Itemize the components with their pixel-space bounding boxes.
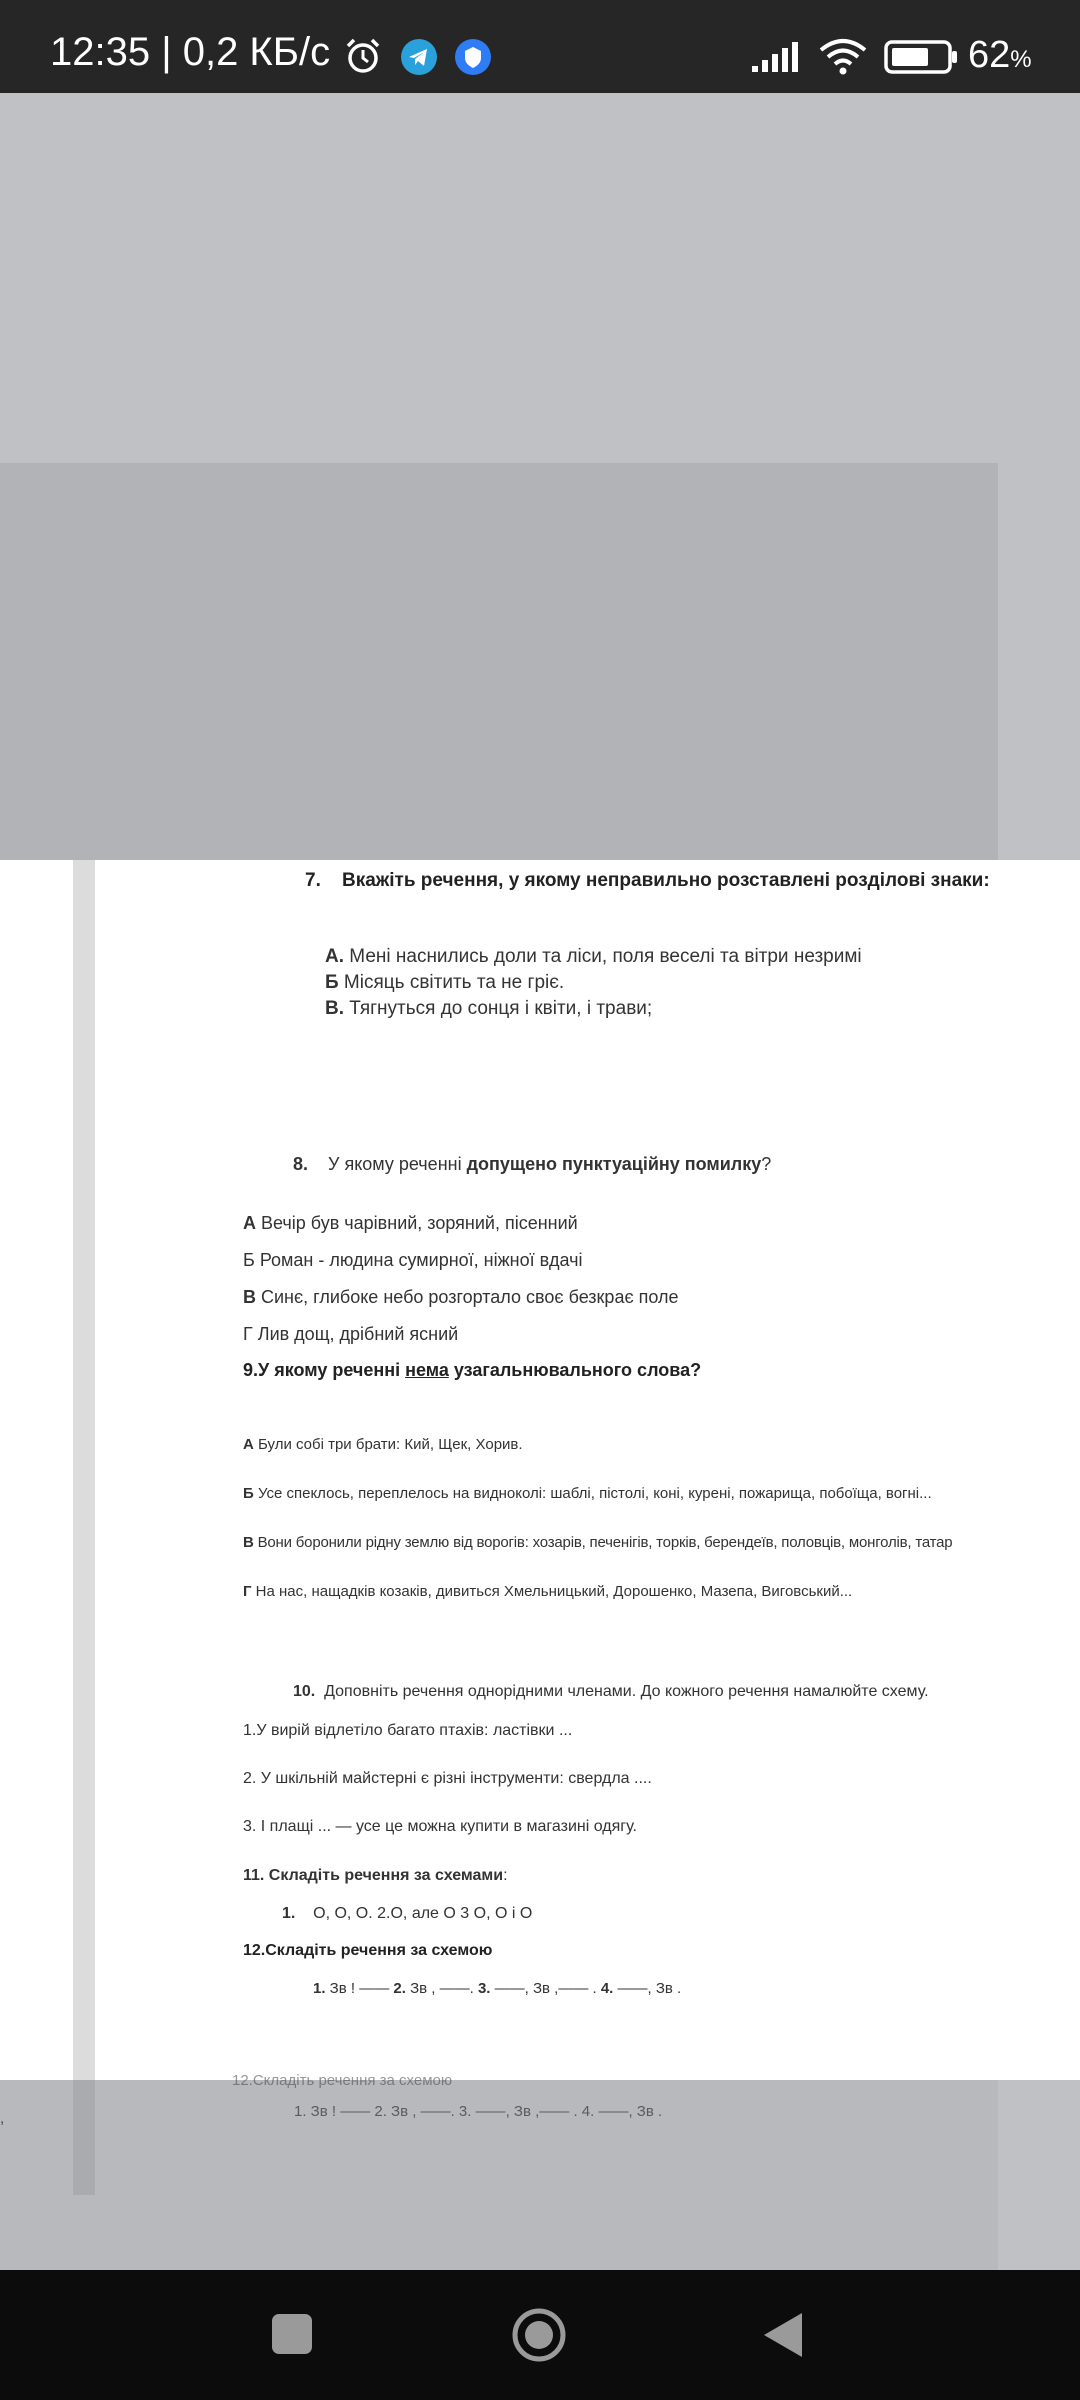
shield-app-icon (454, 38, 492, 76)
wifi-icon (818, 38, 868, 76)
q12-schemes: 1. Зв ! —— 2. Зв , ——. 3. ——, Зв ,—— . 4. ——, Зв . (313, 1980, 682, 1997)
q9-option-c: В Вони боронили рідну землю від ворогів: хозарів, печенігів, торків, берендеїв, половців, монголів, татар (243, 1534, 953, 1551)
q9-option-a: А Були собі три брати: Кий, Щек, Хорив. (243, 1436, 523, 1453)
q11-schemes: 1. О, О, О. 2.О, але О 3 О, О і О (282, 1905, 533, 1922)
q7-option-a: А. Мені наснились доли та ліси, поля веселі та вітри незримі (325, 946, 862, 967)
battery-percent: 62% (968, 34, 1032, 76)
q8-option-c: В Синє, глибоке небо розгортало своє безкрає поле (243, 1287, 679, 1307)
page-margin-bar (73, 860, 95, 2080)
document-page[interactable] (0, 860, 1080, 2080)
q9-option-b: Б Усе спеклось, переплелось на видноколі: шаблі, пістолі, коні, курені, пожарища, побоїща, вогні... (243, 1485, 932, 1502)
q11-heading: 11. Складіть речення за схемами: (243, 1867, 508, 1884)
ghost-margin-bar (73, 2080, 95, 2195)
navigation-bar (0, 2270, 1080, 2400)
viewer-background (0, 93, 1080, 463)
q7-heading: 7. Вкажіть речення, у якому неправильно розставлені розділові знаки: (305, 870, 990, 891)
q8-heading: 8. У якому реченні допущено пунктуаційну помилку? (293, 1154, 772, 1174)
q8-option-d: Г Лив дощ, дрібний ясний (243, 1324, 459, 1344)
viewer-background-right (998, 463, 1080, 860)
q10-heading: 10. Доповніть речення однорідними членами. До кожного речення намалюйте схему. (293, 1683, 929, 1700)
ghost-heading: 12.Складіть речення за схемою (232, 2072, 453, 2089)
telegram-icon (400, 38, 438, 76)
q9-heading: 9.У якому реченні нема узагальнювального слова? (243, 1360, 702, 1380)
q8-option-a: А Вечір був чарівний, зоряний, пісенний (243, 1213, 578, 1233)
alarm-icon (343, 36, 383, 76)
status-time: 12:35 | 0,2 КБ/с (50, 30, 331, 74)
viewer-background-bottom-right (998, 2080, 1080, 2270)
back-button-icon[interactable] (760, 2310, 806, 2360)
status-bar (0, 0, 1080, 93)
q7-option-c: В. Тягнуться до сонця і квіти, і трави; (325, 998, 653, 1019)
q12-heading: 12.Складіть речення за схемою (243, 1942, 493, 1959)
ghost-schemes: 1. Зв ! —— 2. Зв , ——. 3. ——, Зв ,—— . 4. ——, Зв . (294, 2103, 663, 2120)
q10-item-1: 1.У вирій відлетіло багато птахів: ластівки ... (243, 1722, 573, 1739)
q8-option-b: Б Роман - людина сумирної, ніжної вдачі (243, 1250, 583, 1270)
q10-item-2: 2. У шкільній майстерні є різні інструменти: свердла .... (243, 1770, 652, 1787)
ghost-edge-mark: , (0, 2110, 5, 2127)
image-placeholder-band (0, 463, 998, 860)
q7-option-b: Б Місяць світить та не гріє. (325, 972, 565, 993)
q9-option-d: Г На нас, нащадків козаків, дивиться Хмельницький, Дорошенко, Мазепа, Виговський... (243, 1583, 853, 1600)
q10-item-3: 3. І плащі ... — усе це можна купити в магазині одягу. (243, 1818, 637, 1835)
recents-button-icon[interactable] (270, 2312, 314, 2356)
battery-icon (884, 40, 960, 74)
home-button-icon[interactable] (511, 2307, 567, 2363)
signal-icon (750, 40, 804, 74)
